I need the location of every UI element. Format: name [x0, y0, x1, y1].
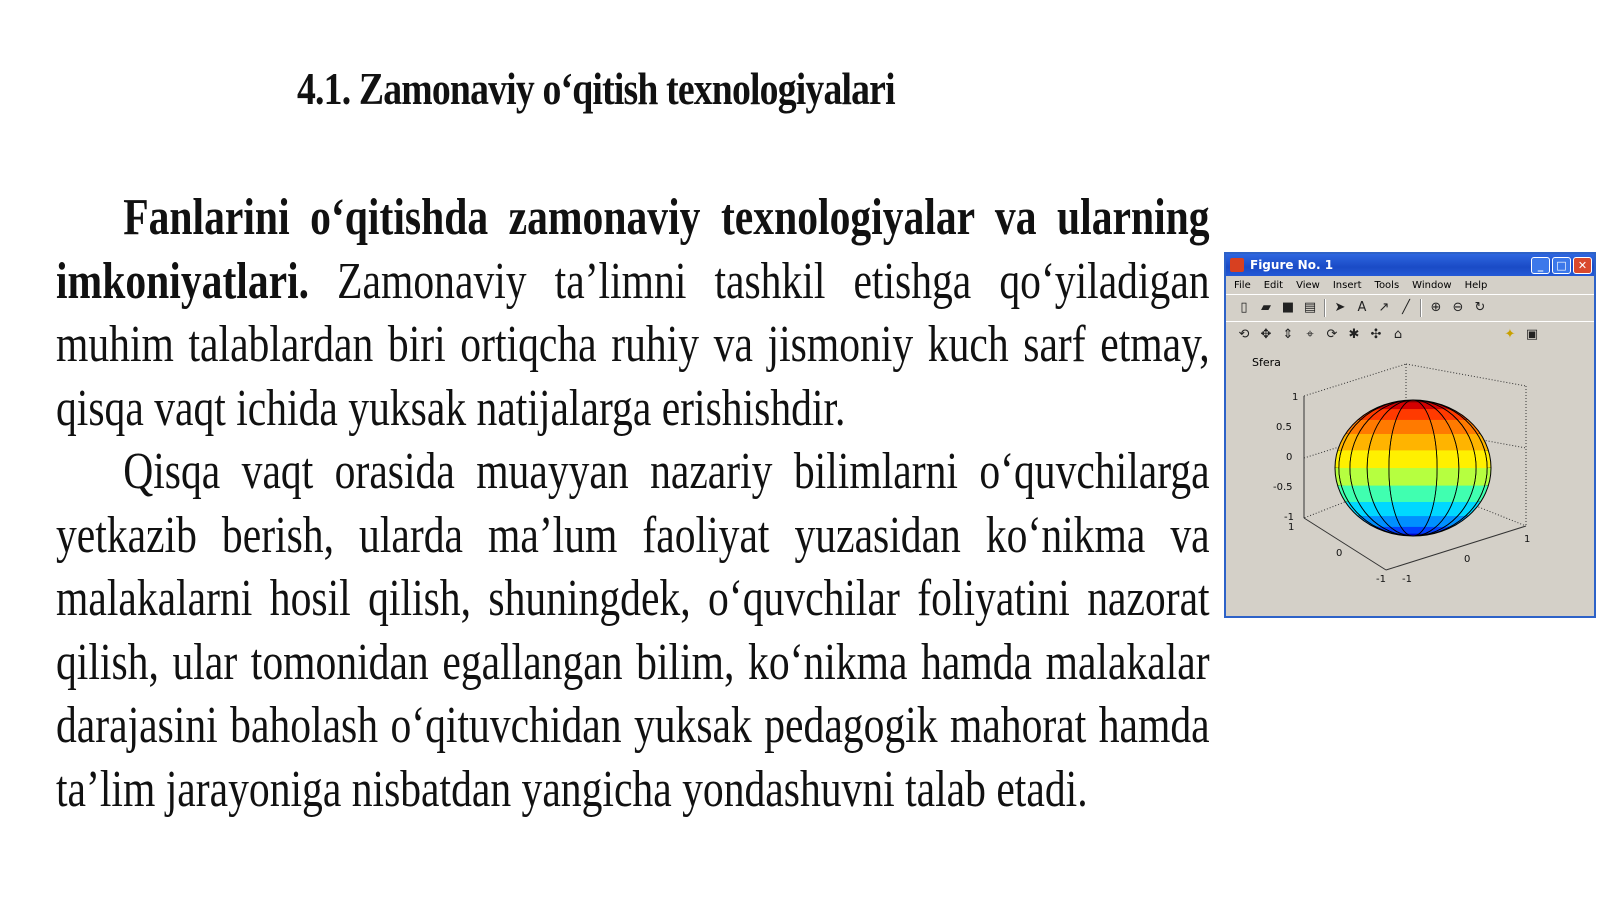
insert-text-icon[interactable]: A [1357, 300, 1367, 315]
menu-file[interactable]: File [1234, 279, 1251, 291]
camera-orbit-icon[interactable]: ⟲ [1238, 327, 1250, 342]
minimize-icon[interactable]: _ [1531, 257, 1550, 274]
menu-window[interactable]: Window [1412, 279, 1452, 291]
z-tick: 0 [1286, 452, 1293, 463]
insert-arrow-icon[interactable]: ↗ [1378, 300, 1390, 315]
toolbar-separator [1324, 299, 1326, 317]
y-tick: -1 [1402, 574, 1412, 585]
menu-view[interactable]: View [1296, 279, 1320, 291]
y-tick: 0 [1464, 554, 1471, 565]
menu-help[interactable]: Help [1464, 279, 1488, 291]
toolbar-separator [1420, 299, 1422, 317]
new-file-icon[interactable]: ▯ [1240, 300, 1248, 315]
camera-walk-icon[interactable]: ✣ [1370, 327, 1382, 342]
sphere-plot [1226, 348, 1594, 616]
sphere-band [1335, 450, 1491, 468]
camera-dolly-icon[interactable]: ⇕ [1282, 327, 1294, 342]
figure-toolbar-1 [1226, 294, 1594, 321]
insert-line-icon[interactable]: ╱ [1402, 300, 1410, 315]
paragraph-1-bold-lead: Fanlarini o‘qitishda zamonaviy texnologiyalar va ularning imkoniyatlari. [56, 189, 1210, 310]
camera-zoom-icon[interactable]: ⌖ [1306, 327, 1314, 342]
menu-edit[interactable]: Edit [1263, 279, 1284, 291]
sphere-band [1335, 434, 1491, 451]
rotate-icon[interactable]: ↻ [1474, 300, 1486, 315]
sphere-band [1335, 486, 1491, 503]
paragraph-1-text: Zamonaviy ta’limni tashkil etishga qo‘yiladigan muhim talablardan biri ortiqcha ruhiy va jismoniy kuch sarf etmay, qisqa vaqt ichida yuksak natijalarga erishishdir. [56, 252, 1210, 437]
save-icon[interactable]: ■ [1281, 300, 1295, 315]
figure-window-title: Figure No. 1 [1250, 258, 1334, 272]
paragraph-2: Qisqa vaqt orasida muayyan nazariy bilimlarni o‘quvchilarga yetkazib berish, ularda ma’lum faoliyat yuzasidan ko‘nikma va malakalarni hosil qilish, shuningdek, o‘quvchilar foliyatini nazorat qilish, ular tomonidan egallangan bilim, ko‘nikma hamda malakalar darajasini baholash o‘qituvchidan yuksak pedagogik mahorat hamda ta’lim jarayoniga nisbatdan yangicha yondashuvni talab etadi. [56, 443, 1210, 818]
menu-tools[interactable]: Tools [1374, 279, 1400, 291]
x-tick: 0 [1336, 548, 1343, 559]
matlab-logo-icon [1230, 258, 1244, 272]
paragraph-1 [56, 186, 1210, 440]
sphere-band [1335, 468, 1491, 486]
z-tick: 0.5 [1276, 422, 1292, 433]
camera-reset-icon[interactable]: ⌂ [1393, 327, 1403, 342]
close-icon[interactable]: ✕ [1573, 257, 1592, 274]
figure-menubar [1226, 276, 1594, 294]
z-tick: 1 [1292, 392, 1299, 403]
figure-titlebar [1226, 254, 1594, 276]
sphere-surface [1335, 400, 1491, 537]
page-title: 4.1. Zamonaviy o‘qitish texnologiyalari [297, 63, 895, 114]
zoom-out-icon[interactable]: ⊖ [1452, 300, 1464, 315]
document-body [56, 186, 1210, 821]
maximize-icon[interactable]: □ [1552, 257, 1571, 274]
plot-title: Sfera [1252, 356, 1281, 369]
light-bulb-icon[interactable]: ✦ [1504, 327, 1516, 342]
figure-toolbar-2 [1226, 321, 1594, 348]
light-move-icon[interactable]: ✱ [1348, 327, 1360, 342]
zoom-in-icon[interactable]: ⊕ [1430, 300, 1442, 315]
matlab-figure-window [1224, 252, 1596, 618]
x-tick: -1 [1376, 574, 1386, 585]
camera-pan-icon[interactable]: ✥ [1260, 327, 1272, 342]
menu-insert[interactable]: Insert [1332, 279, 1362, 291]
toggle-panel-icon[interactable]: ▣ [1525, 327, 1539, 342]
open-folder-icon[interactable]: ▰ [1261, 300, 1271, 315]
select-arrow-icon[interactable]: ➤ [1334, 300, 1346, 315]
y-tick: 1 [1524, 534, 1531, 545]
camera-roll-icon[interactable]: ⟳ [1326, 327, 1338, 342]
x-tick: 1 [1288, 522, 1295, 533]
z-tick: -1 [1284, 512, 1294, 523]
print-icon[interactable]: ▤ [1303, 300, 1317, 315]
z-tick: -0.5 [1273, 482, 1293, 493]
